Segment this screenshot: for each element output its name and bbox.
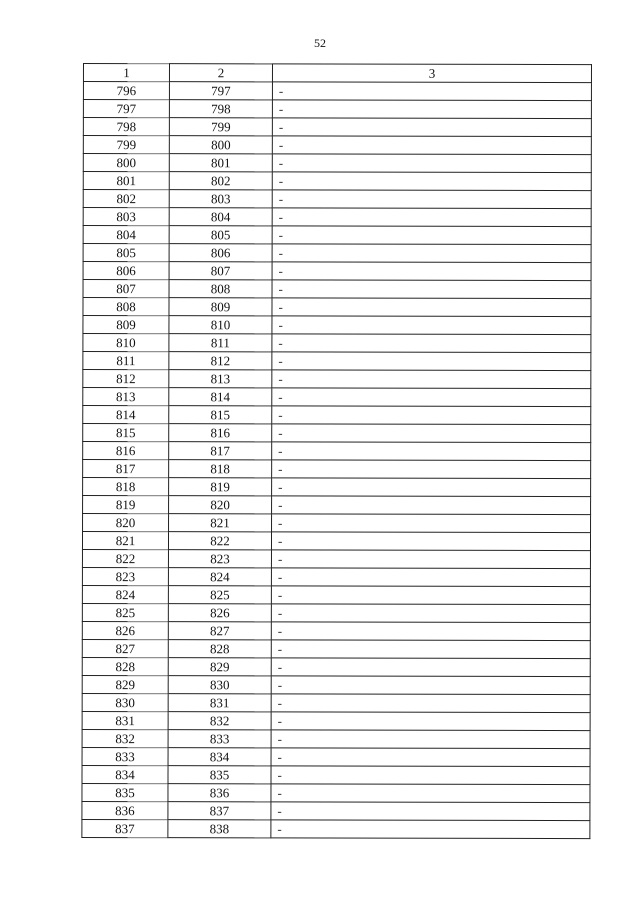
table-cell-col-3: - [271,784,590,803]
table-cell-col-1: 826 [82,621,168,639]
column-header-3: 3 [272,64,591,83]
table-cell-col-1: 818 [83,478,169,496]
table-cell-col-2: 808 [169,280,272,298]
table-cell-col-2: 818 [169,460,272,478]
table-cell-col-2: 807 [169,262,272,280]
table-body [82,82,592,839]
table-row [83,460,591,479]
table-row [83,496,591,515]
table-cell-col-3: - [271,550,590,569]
table-cell-col-2: 830 [168,676,271,694]
table-row [83,154,591,173]
table-cell-col-1: 830 [82,693,168,711]
table-cell-col-2: 838 [168,820,271,838]
table-cell-col-2: 814 [169,388,272,406]
table-cell-col-1: 803 [83,208,169,226]
table-cell-col-1: 827 [82,639,168,657]
table-cell-col-1: 821 [82,532,168,550]
table-cell-col-3: - [272,172,591,191]
table-row [83,406,591,425]
table-cell-col-2: 831 [168,694,271,712]
table-cell-col-3: - [272,406,591,425]
table-cell-col-3: - [272,442,591,461]
table-cell-col-1: 806 [83,262,169,280]
table-cell-col-1: 809 [83,316,169,334]
table-row [83,226,591,245]
table-cell-col-2: 813 [169,370,272,388]
table-row [82,657,590,676]
table-cell-col-3: - [272,370,591,389]
table-row [83,244,591,263]
table-cell-col-1: 820 [83,514,169,532]
table-cell-col-2: 825 [168,586,271,604]
column-header-1: 1 [83,64,169,82]
table-cell-col-1: 808 [83,298,169,316]
table-cell-col-3: - [272,460,591,479]
table-row [83,190,591,209]
table-cell-col-1: 813 [83,388,169,406]
table-cell-col-3: - [271,802,590,821]
table-cell-col-1: 801 [83,172,169,190]
table-cell-col-2: 798 [169,100,272,118]
table-cell-col-2: 827 [168,622,271,640]
table-cell-col-3: - [272,136,591,155]
table-cell-col-3: - [272,496,591,515]
table-cell-col-1: 819 [83,496,169,514]
table-cell-col-1: 800 [83,154,169,172]
table-cell-col-2: 811 [169,334,272,352]
table-row [83,172,591,191]
table-row [82,532,590,551]
table-cell-col-3: - [272,118,591,137]
table-cell-col-3: - [272,514,591,533]
table-row [83,388,591,407]
table-cell-col-3: - [272,352,591,371]
table-row [83,478,591,497]
table-cell-col-2: 806 [169,244,272,262]
table-cell-col-2: 803 [169,190,272,208]
table-cell-col-2: 816 [169,424,272,442]
table-row [83,370,591,389]
table-cell-col-1: 811 [83,352,169,370]
table-cell-col-1: 829 [82,675,168,693]
table-cell-col-3: - [272,298,591,317]
table-cell-col-1: 828 [82,657,168,675]
table-row [82,819,590,838]
table-cell-col-1: 807 [83,280,169,298]
table-cell-col-2: 815 [169,406,272,424]
table-cell-col-2: 799 [169,118,272,136]
table-cell-col-2: 822 [168,532,271,550]
table-row [83,136,591,155]
table-cell-col-2: 800 [169,136,272,154]
table-row [82,603,590,622]
table-cell-col-1: 836 [82,801,168,819]
table-cell-col-3: - [271,622,590,641]
table-row [82,783,590,802]
table-cell-col-3: - [271,568,590,587]
table-cell-col-1: 810 [83,334,169,352]
table-cell-col-3: - [272,334,591,353]
table-row [83,316,591,335]
table-row [82,585,590,604]
table-cell-col-3: - [272,226,591,245]
table-cell-col-2: 817 [169,442,272,460]
table-cell-col-2: 812 [169,352,272,370]
table-row [82,621,590,640]
table-cell-col-2: 824 [168,568,271,586]
table-cell-col-1: 837 [82,819,168,837]
table-cell-col-1: 812 [83,370,169,388]
table-cell-col-2: 835 [168,766,271,784]
table-row [83,118,591,137]
column-header-2: 2 [169,64,272,82]
table-cell-col-1: 831 [82,711,168,729]
table-cell-col-3: - [271,712,590,731]
table-cell-col-2: 802 [169,172,272,190]
table-cell-col-1: 799 [83,136,169,154]
table-cell-col-1: 805 [83,244,169,262]
table-row [82,801,590,820]
table-cell-col-2: 801 [169,154,272,172]
table-cell-col-3: - [272,424,591,443]
table-cell-col-3: - [271,676,590,695]
table-cell-col-3: - [272,82,591,101]
table-cell-col-3: - [272,280,591,299]
table-row [83,82,591,101]
table-cell-col-3: - [272,100,591,119]
table-cell-col-3: - [271,766,590,785]
table-cell-col-1: 832 [82,729,168,747]
table-cell-col-1: 816 [83,442,169,460]
table-row [83,442,591,461]
table-cell-col-3: - [271,640,590,659]
table-cell-col-2: 832 [168,712,271,730]
table-cell-col-2: 804 [169,208,272,226]
table-cell-col-2: 821 [169,514,272,532]
table-row [83,514,591,533]
table-cell-col-3: - [272,316,591,335]
table-cell-col-2: 819 [169,478,272,496]
table-cell-col-2: 805 [169,226,272,244]
table-cell-col-1: 798 [83,118,169,136]
table-cell-col-1: 814 [83,406,169,424]
table-cell-col-3: - [272,208,591,227]
table-row [83,100,591,119]
table-row [83,280,591,299]
table-cell-col-2: 809 [169,298,272,316]
table-row [82,567,590,586]
table-row [82,711,590,730]
table-row [83,424,591,443]
table-cell-col-2: 823 [168,550,271,568]
table-cell-col-1: 822 [82,550,168,568]
table-cell-col-2: 833 [168,730,271,748]
table-cell-col-2: 820 [169,496,272,514]
table-cell-col-2: 836 [168,784,271,802]
table-cell-col-1: 825 [82,603,168,621]
table-cell-col-1: 817 [83,460,169,478]
table-cell-col-2: 834 [168,748,271,766]
table-row [82,639,590,658]
table-cell-col-1: 823 [82,567,168,585]
table-cell-col-1: 804 [83,226,169,244]
table-cell-col-2: 810 [169,316,272,334]
table-cell-col-1: 796 [83,82,169,100]
table-cell-col-3: - [271,658,590,677]
table-cell-col-2: 828 [168,640,271,658]
table-row [82,550,590,569]
table-row [82,693,590,712]
table-row [82,729,590,748]
table-row [83,262,591,281]
table-row [83,298,591,317]
table-row [82,747,590,766]
table-cell-col-3: - [271,730,590,749]
data-table [81,63,592,839]
table-cell-col-3: - [272,262,591,281]
table-cell-col-3: - [271,694,590,713]
table-cell-col-1: 835 [82,783,168,801]
table-cell-col-2: 837 [168,802,271,820]
table-row [83,208,591,227]
table-cell-col-3: - [272,388,591,407]
table-header [83,64,591,83]
table-cell-col-3: - [271,748,590,767]
table-cell-col-2: 797 [169,82,272,100]
table-cell-col-2: 826 [168,604,271,622]
table-row [83,352,591,371]
table-cell-col-3: - [272,190,591,209]
table-cell-col-3: - [272,244,591,263]
table-cell-col-3: - [271,586,590,605]
table-cell-col-3: - [271,604,590,623]
table-cell-col-1: 824 [82,585,168,603]
table-cell-col-1: 834 [82,765,168,783]
table-cell-col-3: - [272,154,591,173]
table-cell-col-3: - [271,532,590,551]
table-cell-col-1: 802 [83,190,169,208]
table-cell-col-3: - [272,478,591,497]
table-cell-col-1: 797 [83,100,169,118]
table-cell-col-2: 829 [168,658,271,676]
table-row [82,675,590,694]
table-cell-col-1: 815 [83,424,169,442]
header-row [83,64,591,83]
table-row [83,334,591,353]
table-cell-col-1: 833 [82,747,168,765]
table-row [82,765,590,784]
table-cell-col-3: - [271,820,590,839]
page-number: 52 [314,36,326,50]
